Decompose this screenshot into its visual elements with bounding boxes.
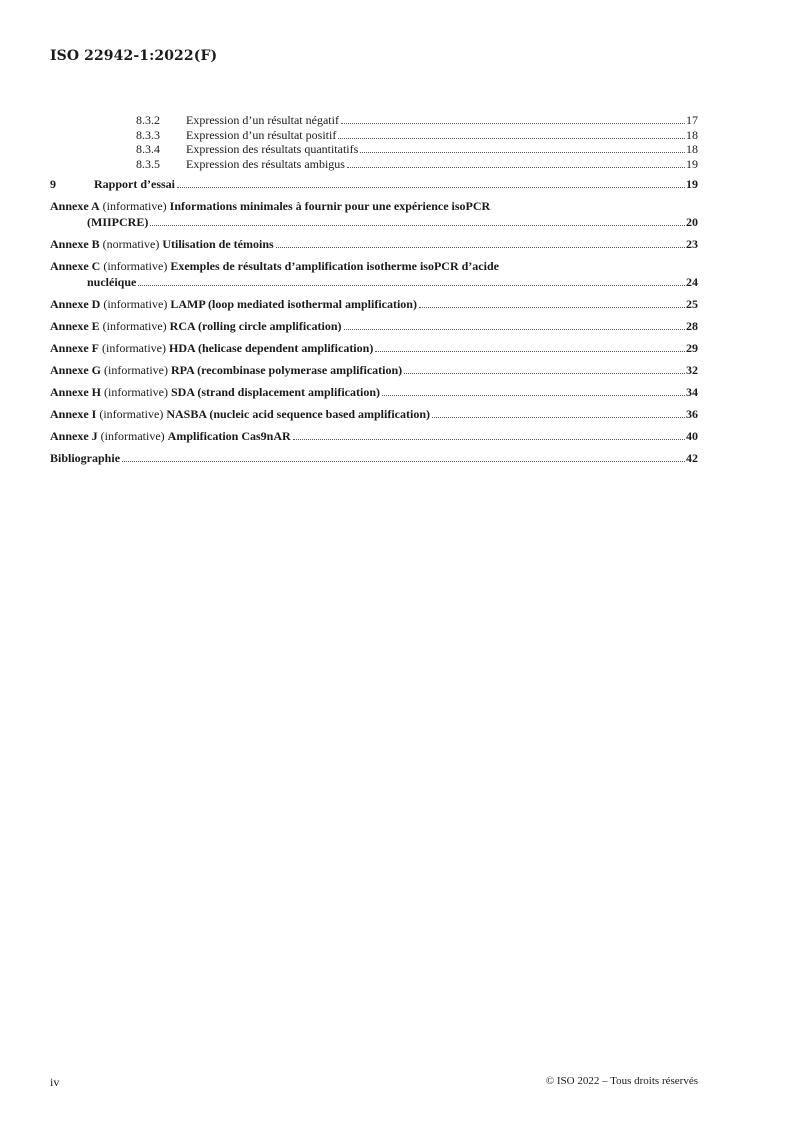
toc-entry-bibliography[interactable] xyxy=(50,450,698,466)
annex-title: SDA (strand displacement amplification) xyxy=(170,384,380,399)
annex-kind: (informative) xyxy=(104,362,168,377)
dot-leader xyxy=(293,439,685,440)
dot-leader xyxy=(347,167,685,168)
toc-entry-annexe-j[interactable] xyxy=(50,428,698,444)
annex-label: Annexe F xyxy=(50,340,99,355)
toc-number: 8.3.2 xyxy=(136,113,160,127)
toc-title: Rapport d’essai xyxy=(94,177,176,191)
toc-title: Expression d’un résultat positif xyxy=(186,127,337,142)
table-of-contents xyxy=(50,113,698,466)
annex-label: Annexe B xyxy=(50,236,100,251)
toc-page: 28 xyxy=(686,318,698,333)
toc-number: 8.3.4 xyxy=(136,142,160,156)
toc-number: 8.3.3 xyxy=(136,127,160,142)
toc-entry-annexe-b[interactable] xyxy=(50,236,698,252)
annex-label: Annexe E xyxy=(50,318,100,333)
toc-page: 23 xyxy=(686,236,698,251)
toc-number: 8.3.5 xyxy=(136,156,160,171)
toc-entry-annexe-a[interactable] xyxy=(50,198,698,230)
toc-entry-8-3-3[interactable] xyxy=(50,128,698,143)
dot-leader xyxy=(419,307,685,308)
annex-title: Utilisation de témoins xyxy=(162,236,274,251)
toc-page: 40 xyxy=(686,428,698,443)
toc-page: 20 xyxy=(686,214,698,229)
toc-page: 17 xyxy=(686,113,698,127)
annex-title: HDA (helicase dependent amplification) xyxy=(168,340,374,355)
annex-label: Annexe J xyxy=(50,428,98,443)
toc-page: 19 xyxy=(686,177,698,191)
annex-label: Annexe H xyxy=(50,384,101,399)
toc-page: 34 xyxy=(686,384,698,399)
dot-leader xyxy=(138,285,685,286)
annex-kind: (normative) xyxy=(102,236,160,251)
copyright-notice: © ISO 2022 – Tous droits réservés xyxy=(545,1075,698,1087)
dot-leader xyxy=(338,138,685,139)
annex-title: Informations minimales à fournir pour une expérience isoPCR xyxy=(169,198,491,213)
toc-page: 18 xyxy=(686,127,698,142)
annex-kind: (informative) xyxy=(100,428,165,443)
annex-title: RCA (rolling circle amplification) xyxy=(169,318,342,333)
toc-page: 24 xyxy=(686,274,698,289)
toc-page: 29 xyxy=(686,340,698,355)
dot-leader xyxy=(122,461,685,462)
annex-title-continued: nucléique xyxy=(87,274,137,289)
page-number: iv xyxy=(50,1075,60,1089)
toc-page: 19 xyxy=(686,156,698,171)
toc-entry-section-9[interactable] xyxy=(50,177,698,192)
annex-title-continued: (MIIPCRE) xyxy=(87,214,149,229)
dot-leader xyxy=(375,351,685,352)
annex-kind: (informative) xyxy=(103,258,168,273)
annex-title: RPA (recombinase polymerase amplification) xyxy=(170,362,403,377)
dot-leader xyxy=(341,123,685,124)
annex-kind: (informative) xyxy=(102,198,167,213)
toc-page: 36 xyxy=(686,406,698,421)
document-id-header: ISO 22942-1:2022(F) xyxy=(50,48,218,64)
toc-entry-annexe-f[interactable] xyxy=(50,340,698,356)
dot-leader xyxy=(276,247,685,248)
toc-entry-annexe-d[interactable] xyxy=(50,296,698,312)
annex-kind: (informative) xyxy=(99,406,164,421)
toc-page: 42 xyxy=(686,450,698,465)
toc-title: Expression des résultats ambigus xyxy=(186,156,345,171)
toc-title: Expression d’un résultat négatif xyxy=(186,113,339,127)
toc-title: Expression des résultats quantitatifs xyxy=(186,142,359,156)
toc-entry-annexe-c[interactable] xyxy=(50,258,698,290)
toc-page: 18 xyxy=(686,142,698,156)
annex-label: Annexe I xyxy=(50,406,97,421)
annex-title: LAMP (loop mediated isothermal amplification) xyxy=(170,296,417,311)
annex-label: Annexe D xyxy=(50,296,101,311)
toc-number: 9 xyxy=(50,177,56,191)
toc-entry-annexe-g[interactable] xyxy=(50,362,698,378)
toc-page: 32 xyxy=(686,362,698,377)
toc-entry-8-3-4[interactable] xyxy=(50,142,698,157)
dot-leader xyxy=(360,152,685,153)
dot-leader xyxy=(404,373,685,374)
toc-entry-annexe-i[interactable] xyxy=(50,406,698,422)
dot-leader xyxy=(344,329,685,330)
dot-leader xyxy=(150,225,685,226)
annex-title: NASBA (nucleic acid sequence based amplification) xyxy=(166,406,430,421)
annex-title: Amplification Cas9nAR xyxy=(167,428,291,443)
toc-entry-annexe-h[interactable] xyxy=(50,384,698,400)
annex-label: Annexe C xyxy=(50,258,101,273)
annex-kind: (informative) xyxy=(102,340,166,355)
dot-leader xyxy=(432,417,685,418)
toc-entry-annexe-e[interactable] xyxy=(50,318,698,334)
toc-entry-8-3-5[interactable] xyxy=(50,157,698,172)
annex-kind: (informative) xyxy=(103,296,168,311)
dot-leader xyxy=(177,187,685,188)
toc-entry-8-3-2[interactable] xyxy=(50,113,698,128)
annex-kind: (informative) xyxy=(104,384,168,399)
toc-page: 25 xyxy=(686,296,698,311)
annex-label: Annexe A xyxy=(50,198,100,213)
dot-leader xyxy=(382,395,685,396)
annex-title: Exemples de résultats d’amplification isotherme isoPCR d’acide xyxy=(170,258,499,273)
annex-kind: (informative) xyxy=(102,318,167,333)
annex-label: Annexe G xyxy=(50,362,101,377)
bibliography-title: Bibliographie xyxy=(50,450,121,465)
